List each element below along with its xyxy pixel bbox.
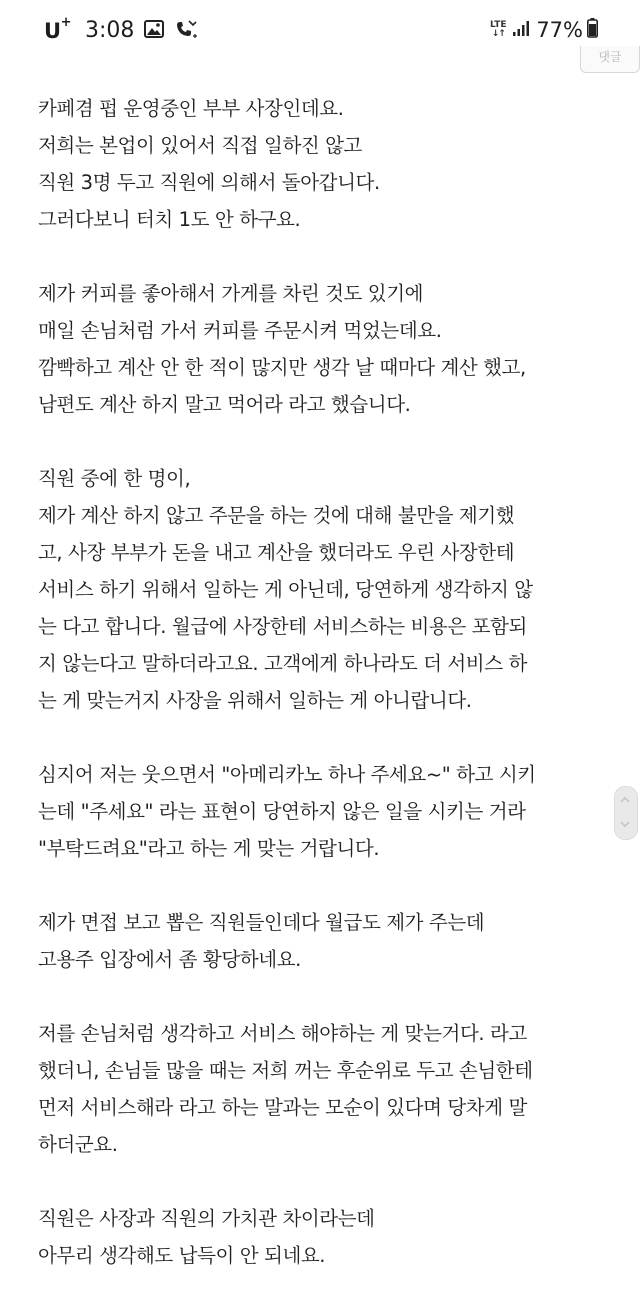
text-line: 제가 커피를 좋아해서 가게를 차린 것도 있기에	[38, 282, 424, 305]
chevron-down-icon	[620, 819, 630, 829]
text-line: 제가 계산 하지 않고 주문을 하는 것에 대해 불만을 제기했	[38, 504, 515, 527]
text-line: 고용주 입장에서 좀 황당하네요.	[38, 948, 301, 971]
text-line: 제가 면접 보고 뽑은 직원들인데다 월급도 제가 주는데	[38, 911, 485, 934]
post-body	[38, 90, 618, 1311]
text-line: 매일 손님처럼 가서 커피를 주문시켜 먹었는데요.	[38, 319, 442, 342]
missed-call-icon	[174, 19, 198, 43]
text-line: "부탁드려요"라고 하는 게 맞는 거랍니다.	[38, 837, 380, 860]
paragraph	[38, 1200, 618, 1274]
text-line: 저희는 본업이 있어서 직접 일하진 않고	[38, 134, 362, 157]
comments-button[interactable]: 댓글	[580, 46, 640, 73]
text-line: 카페겸 펍 운영중인 부부 사장인데요.	[38, 97, 344, 120]
battery-percent: 77%	[536, 18, 583, 42]
text-line: 는데 "주세요" 라는 표현이 당연하지 않은 일을 시키는 거라	[38, 800, 526, 823]
text-line: 직원은 사장과 직원의 가치관 차이라는데	[38, 1207, 375, 1230]
text-line: 는 게 맞는거지 사장을 위해서 일하는 게 아니랍니다.	[38, 689, 472, 712]
chevron-up-icon	[620, 795, 630, 805]
text-line: 직원 3명 두고 직원에 의해서 돌아갑니다.	[38, 171, 380, 194]
text-line: 는 다고 합니다. 월급에 사장한테 서비스하는 비용은 포함되	[38, 615, 527, 638]
text-line: 지 않는다고 말하더라고요. 고객에게 하나라도 더 서비스 하	[38, 652, 527, 675]
text-line: 심지어 저는 웃으면서 "아메리카노 하나 주세요~" 하고 시키	[38, 763, 536, 786]
text-line: 그러다보니 터치 1도 안 하구요.	[38, 208, 301, 231]
scroll-handle[interactable]	[614, 786, 638, 840]
paragraph	[38, 90, 618, 238]
text-line: 깜빡하고 계산 안 한 적이 많지만 생각 날 때마다 계산 했고,	[38, 356, 526, 379]
status-bar	[0, 0, 640, 66]
text-line: 아무리 생각해도 납득이 안 되네요.	[38, 1244, 326, 1267]
gallery-icon	[144, 20, 164, 42]
signal-icon	[512, 19, 530, 41]
status-right	[488, 18, 598, 42]
text-line: 고, 사장 부부가 돈을 내고 계산을 했더라도 우린 사장한테	[38, 541, 515, 564]
battery-icon	[587, 18, 598, 42]
paragraph	[38, 904, 618, 978]
carrier-label: U+	[44, 14, 71, 43]
text-line: 남편도 계산 하지 말고 먹어라 라고 했습니다.	[38, 393, 411, 416]
text-line: 했더니, 손님들 많을 때는 저희 꺼는 후순위로 두고 손님한테	[38, 1059, 533, 1082]
network-type: LTE ↓↑	[490, 20, 507, 39]
paragraph	[38, 756, 618, 867]
text-line: 서비스 하기 위해서 일하는 게 아닌데, 당연하게 생각하지 않	[38, 578, 533, 601]
text-line: 하더군요.	[38, 1133, 118, 1156]
text-line: 먼저 서비스해라 라고 하는 말과는 모순이 있다며 당차게 말	[38, 1096, 527, 1119]
paragraph	[38, 460, 618, 719]
paragraph	[38, 1015, 618, 1163]
text-line: 저를 손님처럼 생각하고 서비스 해야하는 게 맞는거다. 라고	[38, 1022, 527, 1045]
paragraph	[38, 275, 618, 423]
text-line: 직원 중에 한 명이,	[38, 467, 191, 490]
status-left	[44, 14, 198, 43]
clock: 3:08	[84, 18, 135, 43]
